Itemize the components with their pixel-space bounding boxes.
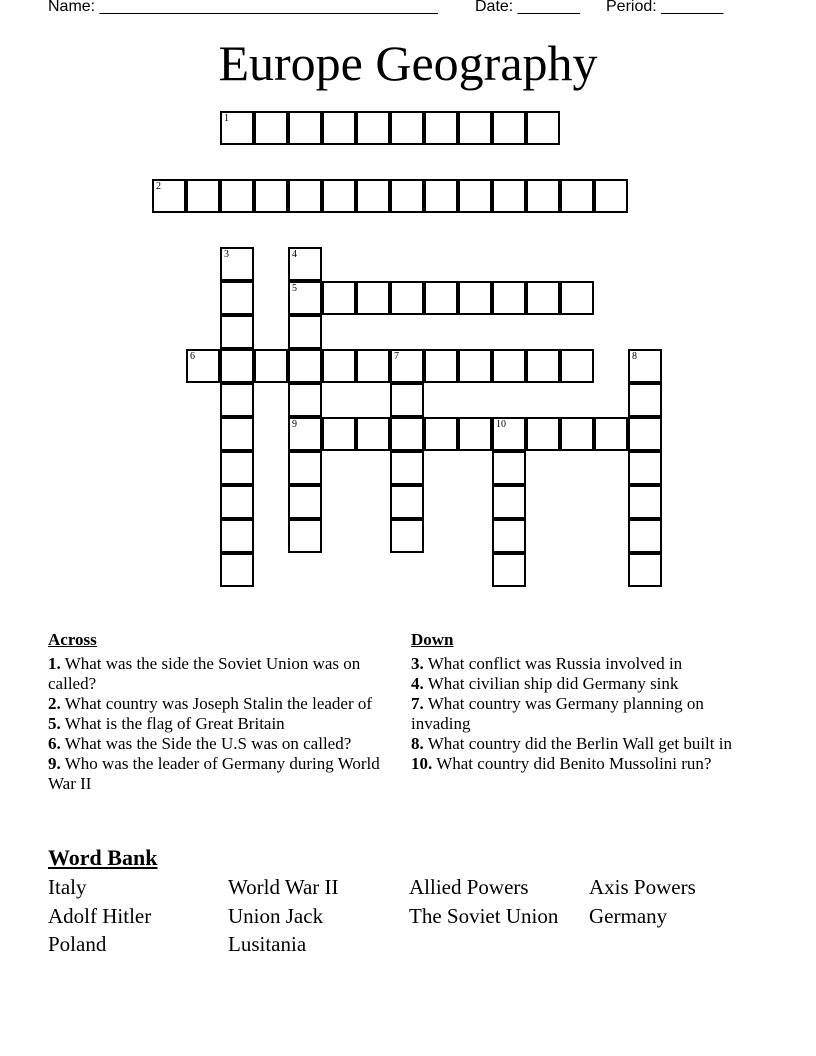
crossword-cell: [594, 417, 628, 451]
clue-number-label: 10: [496, 419, 506, 430]
crossword-cell: [288, 315, 322, 349]
clue-down-3: [411, 654, 741, 674]
crossword-cell: [594, 179, 628, 213]
word-bank-word: The Soviet Union: [409, 904, 559, 928]
word-bank-word: Allied Powers: [409, 875, 529, 899]
clue-across-9: [48, 754, 388, 794]
crossword-cell: [356, 111, 390, 145]
clue-number-label: 6: [190, 351, 195, 362]
crossword-cell: [492, 281, 526, 315]
crossword-cell: [526, 281, 560, 315]
clue-text: What was the Side the U.S was on called?: [64, 734, 352, 753]
crossword-cell: [220, 111, 254, 145]
crossword-cell: [356, 179, 390, 213]
word-bank-word: Italy: [48, 875, 87, 899]
clue-number-label: 7: [394, 351, 399, 362]
clue-number: 9.: [48, 754, 61, 773]
clue-number-label: 8: [632, 351, 637, 362]
crossword-cell: [220, 553, 254, 587]
crossword-cell: [458, 179, 492, 213]
crossword-cell: [560, 417, 594, 451]
word-bank-word: Axis Powers: [589, 875, 696, 899]
crossword-cell: [492, 553, 526, 587]
clue-number-label: 9: [292, 419, 297, 430]
crossword-cell: [628, 553, 662, 587]
word-bank-word: Union Jack: [228, 904, 324, 928]
crossword-cell: [322, 111, 356, 145]
clue-across-5: [48, 714, 388, 734]
crossword-cell: [220, 281, 254, 315]
crossword-cell: [220, 383, 254, 417]
name-field-label: Name: ______________________________________: [48, 0, 438, 15]
word-bank-word: Germany: [589, 904, 668, 928]
crossword-cell: [628, 383, 662, 417]
crossword-cell: [560, 281, 594, 315]
crossword-cell: [424, 179, 458, 213]
crossword-cell: [390, 349, 424, 383]
clue-number-label: 1: [224, 113, 229, 124]
crossword-cell: [526, 179, 560, 213]
crossword-cell: [458, 417, 492, 451]
crossword-cell: [390, 485, 424, 519]
clue-text: What civilian ship did Germany sink: [427, 674, 679, 693]
clue-text: What country was Germany planning on invading: [411, 694, 704, 733]
clue-number-label: 2: [156, 181, 161, 192]
crossword-cell: [628, 519, 662, 553]
clue-number-label: 4: [292, 249, 297, 260]
crossword-cell: [186, 179, 220, 213]
crossword-cell: [322, 349, 356, 383]
crossword-cell: [458, 349, 492, 383]
crossword-cell: [492, 417, 526, 451]
crossword-cell: [526, 111, 560, 145]
clue-number: 8.: [411, 734, 424, 753]
crossword-cell: [254, 179, 288, 213]
crossword-cell: [458, 111, 492, 145]
crossword-cell: [526, 349, 560, 383]
page-title: Europe Geography: [218, 35, 598, 91]
down-clues: [411, 630, 741, 774]
crossword-cell: [390, 281, 424, 315]
crossword-cell: [492, 519, 526, 553]
crossword-cell: [288, 519, 322, 553]
clue-down-7: [411, 694, 741, 734]
crossword-cell: [492, 111, 526, 145]
crossword-cell: [220, 179, 254, 213]
crossword-cell: [322, 281, 356, 315]
word-bank-word: Adolf Hitler: [48, 904, 152, 928]
clue-number-label: 3: [224, 249, 229, 260]
clue-number: 7.: [411, 694, 424, 713]
crossword-cell: [322, 417, 356, 451]
crossword-cell: [220, 485, 254, 519]
crossword-cell: [356, 349, 390, 383]
date-field-label: Date: _______: [475, 0, 580, 15]
crossword-cell: [424, 417, 458, 451]
clue-down-8: [411, 734, 741, 754]
clue-across-1: [48, 654, 388, 694]
crossword-cell: [628, 349, 662, 383]
down-heading: Down: [411, 630, 454, 649]
word-bank-heading: Word Bank: [48, 845, 158, 870]
clue-text: Who was the leader of Germany during World War II: [48, 754, 380, 793]
clue-number-label: 5: [292, 283, 297, 294]
crossword-cell: [424, 111, 458, 145]
crossword-cell: [220, 451, 254, 485]
clue-text: What country did Benito Mussolini run?: [436, 754, 712, 773]
clue-across-6: [48, 734, 388, 754]
period-field-label: Period: _______: [606, 0, 724, 15]
clue-text: What country was Joseph Stalin the leader of: [64, 694, 373, 713]
crossword-cell: [390, 383, 424, 417]
crossword-cell: [220, 247, 254, 281]
across-heading: Across: [48, 630, 97, 649]
clue-number: 2.: [48, 694, 61, 713]
crossword-cell: [288, 485, 322, 519]
crossword-cell: [492, 451, 526, 485]
clue-text: What conflict was Russia involved in: [427, 654, 683, 673]
crossword-cell: [152, 179, 186, 213]
clue-number: 3.: [411, 654, 424, 673]
clue-text: What was the side the Soviet Union was on called?: [48, 654, 361, 693]
crossword-cell: [220, 349, 254, 383]
crossword-cell: [526, 417, 560, 451]
crossword-cell: [288, 383, 322, 417]
crossword-cell: [424, 349, 458, 383]
crossword-cell: [390, 417, 424, 451]
crossword-cell: [288, 179, 322, 213]
crossword-cell: [220, 315, 254, 349]
crossword-cell: [390, 111, 424, 145]
word-bank-word: Lusitania: [228, 932, 307, 956]
across-clues: [48, 630, 388, 794]
clue-across-2: [48, 694, 388, 714]
crossword-cell: [288, 281, 322, 315]
crossword-cell: [390, 451, 424, 485]
crossword-cell: [254, 111, 288, 145]
crossword-cell: [220, 417, 254, 451]
clue-text: What is the flag of Great Britain: [64, 714, 285, 733]
crossword-cell: [288, 417, 322, 451]
clue-number: 5.: [48, 714, 61, 733]
word-bank-word: Poland: [48, 932, 107, 956]
crossword-cell: [492, 179, 526, 213]
clue-number: 6.: [48, 734, 61, 753]
crossword-cell: [288, 451, 322, 485]
clue-number: 1.: [48, 654, 61, 673]
crossword-cell: [356, 281, 390, 315]
crossword-cell: [220, 519, 254, 553]
crossword-cell: [424, 281, 458, 315]
crossword-cell: [390, 519, 424, 553]
crossword-cell: [492, 349, 526, 383]
crossword-cell: [628, 451, 662, 485]
clue-number: 10.: [411, 754, 433, 773]
crossword-cell: [288, 247, 322, 281]
word-bank-word: World War II: [228, 875, 339, 899]
crossword-cell: [560, 179, 594, 213]
crossword-cell: [492, 485, 526, 519]
crossword-cell: [322, 179, 356, 213]
clue-text: What country did the Berlin Wall get built in: [427, 734, 732, 753]
crossword-cell: [288, 111, 322, 145]
crossword-cell: [390, 179, 424, 213]
crossword-cell: [254, 349, 288, 383]
clue-down-10: [411, 754, 741, 774]
crossword-cell: [560, 349, 594, 383]
crossword-cell: [288, 349, 322, 383]
crossword-cell: [628, 485, 662, 519]
crossword-cell: [356, 417, 390, 451]
crossword-cell: [458, 281, 492, 315]
crossword-cell: [186, 349, 220, 383]
clue-down-4: [411, 674, 741, 694]
clue-number: 4.: [411, 674, 424, 693]
crossword-cell: [628, 417, 662, 451]
